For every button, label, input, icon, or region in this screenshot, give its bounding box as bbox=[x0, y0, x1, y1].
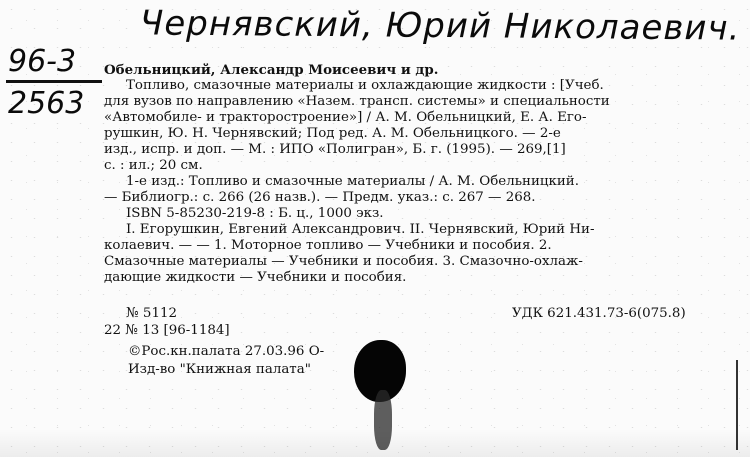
call-number-top: 96-3 bbox=[8, 44, 77, 79]
handwritten-author-name: Чернявский, Юрий Николаевич. bbox=[139, 3, 741, 49]
call-number-divider bbox=[6, 80, 102, 83]
imprint-line: изд., испр. и доп. — М. : ИПО «Полигран», Б. г. (1995). — 269,[1] bbox=[104, 142, 566, 157]
note-line: 1-е изд.: Топливо и смазочные материалы / А. М. Обельницкий. bbox=[126, 174, 579, 189]
title-line: рушкин, Ю. Н. Чернявский; Под ред. А. М. Обельницкого. — 2-е bbox=[104, 126, 561, 141]
title-line: для вузов по направлению «Назем. трансп. системы» и специальности bbox=[104, 94, 610, 109]
publisher-line: Изд-во "Книжная палата" bbox=[128, 362, 311, 377]
chamber-stamp-line: ©Рос.кн.палата 27.03.96 О- bbox=[128, 344, 325, 359]
issue-number: 22 № 13 [96-1184] bbox=[104, 323, 230, 338]
physical-description: с. : ил.; 20 см. bbox=[104, 158, 203, 173]
title-line: «Автомобиле- и тракторостроение»] / А. М. Обельницкий, Е. А. Его- bbox=[104, 110, 587, 125]
note-line: — Библиогр.: с. 266 (26 назв.). — Предм. указ.: с. 267 — 268. bbox=[104, 190, 536, 205]
tracing-line: I. Егорушкин, Евгений Александрович. II. Чернявский, Юрий Ни- bbox=[126, 222, 595, 237]
card-number: № 5112 bbox=[126, 306, 178, 321]
card-edge-mark bbox=[736, 360, 738, 450]
isbn-line: ISBN 5-85230-219-8 : Б. ц., 1000 экз. bbox=[126, 206, 384, 221]
title-line: Топливо, смазочные материалы и охлаждающие жидкости : [Учеб. bbox=[126, 78, 604, 93]
tracing-line: дающие жидкости — Учебники и пособия. bbox=[104, 270, 407, 285]
ink-smear bbox=[374, 390, 392, 450]
udk-code: УДК 621.431.73-6(075.8) bbox=[512, 306, 686, 321]
tracing-line: Смазочные материалы — Учебники и пособия. 3. Смазочно-охлаж- bbox=[104, 254, 583, 269]
tracing-line: колаевич. — — 1. Моторное топливо — Учебники и пособия. 2. bbox=[104, 238, 552, 253]
call-number-bottom: 2563 bbox=[8, 86, 85, 121]
author-heading: Обельницкий, Александр Моисеевич и др. bbox=[104, 62, 439, 78]
